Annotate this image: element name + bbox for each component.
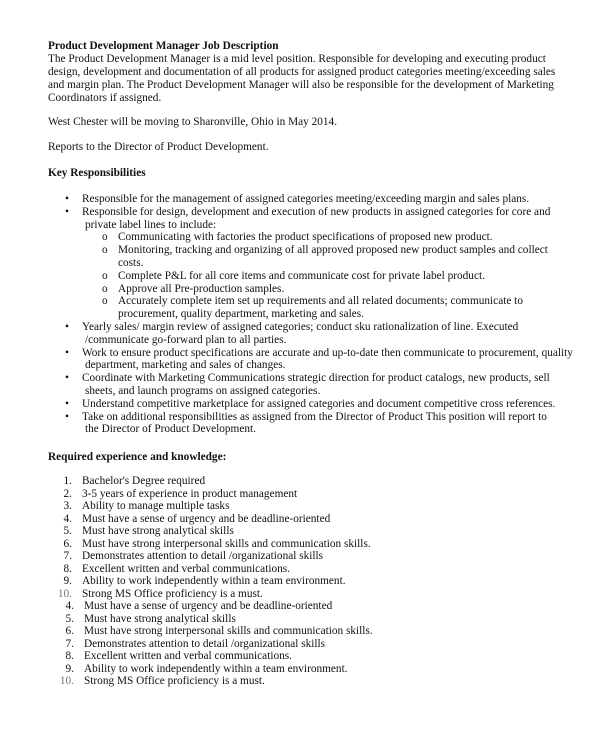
list-item-text: Responsible for design, development and execution of new products in assigned categories for core and (82, 205, 551, 218)
requirement-item (0, 475, 600, 488)
key-responsibilities-heading: Key Responsibilities (48, 167, 146, 179)
bullet-icon: • (65, 410, 69, 423)
list-item-text: Understand competitive marketplace for assigned categories and document competitive cross references. (82, 397, 556, 410)
requirement-text: Must have strong analytical skills (82, 525, 234, 537)
list-item (0, 321, 600, 334)
requirement-text: Must have strong interpersonal skills and communication skills. (84, 625, 373, 637)
list-item (0, 206, 600, 219)
list-item-text: procurement, quality department, marketing and sales. (118, 308, 364, 321)
requirement-item (0, 563, 600, 576)
list-number: 8. (65, 650, 74, 662)
requirement-item (0, 625, 600, 638)
requirement-item (0, 525, 600, 538)
list-item-text: private label lines to include: (85, 218, 217, 231)
intro-section (48, 40, 555, 105)
requirement-item (0, 575, 600, 588)
requirement-text: Must have strong analytical skills (84, 612, 236, 625)
list-number: 7. (63, 550, 72, 562)
sub-bullet-icon: o (102, 295, 108, 308)
requirements-list (0, 475, 600, 688)
list-item-text: sheets, and launch programs on assigned categories. (85, 384, 321, 397)
requirement-text: Ability to work independently within a team environment. (84, 662, 348, 675)
list-item (0, 398, 600, 411)
list-item-text: Work to ensure product specifications are accurate and up-to-date then communicate to procurement, quality (82, 346, 573, 359)
list-item-text: costs. (118, 256, 144, 269)
list-item-text: Coordinate with Marketing Communications strategic direction for product catalogs, new products, sell (82, 372, 550, 385)
requirement-item (0, 650, 600, 663)
responsibilities-list (0, 193, 600, 436)
requirement-item (0, 500, 600, 513)
required-experience-heading: Required experience and knowledge: (48, 451, 227, 463)
requirement-item (0, 588, 600, 601)
list-item-text: Take on additional responsibilities as assigned from the Director of Product This position will report to (82, 410, 547, 423)
list-item-text: Monitoring, tracking and organizing of all approved proposed new product samples and collect (118, 244, 548, 257)
list-item (0, 347, 600, 360)
bullet-icon: • (65, 320, 69, 333)
list-number: 5. (63, 525, 72, 537)
list-number: 7. (65, 637, 74, 650)
relocation-text: West Chester will be moving to Sharonville, Ohio in May 2014. (48, 116, 338, 128)
requirement-item (0, 600, 600, 613)
list-number: 9. (65, 662, 74, 675)
list-item (0, 334, 600, 347)
requirement-item (0, 675, 600, 688)
list-number: 10. (57, 587, 72, 600)
list-item (0, 359, 600, 372)
requirement-item (0, 488, 600, 501)
requirement-item (0, 538, 600, 551)
list-item (0, 372, 600, 385)
requirement-item (0, 613, 600, 626)
requirement-text: Strong MS Office proficiency is a must. (82, 587, 263, 600)
intro-line: The Product Development Manager is a mid level position. Responsible for developing and executing product (48, 53, 546, 65)
requirement-item (0, 638, 600, 651)
sub-list-item (0, 270, 600, 283)
requirement-text: Excellent written and verbal communications. (82, 562, 290, 575)
list-number: 10. (59, 675, 74, 687)
intro-line: design, development and documentation of all products for assigned product categories meeting/exceeding sales (48, 66, 556, 78)
list-item (0, 385, 600, 398)
list-item-text: Complete P&L for all core items and communicate cost for private label product. (118, 269, 485, 282)
bullet-icon: • (65, 346, 69, 359)
requirement-text: Bachelor's Degree required (82, 475, 206, 487)
requirement-item (0, 513, 600, 526)
bullet-icon: • (65, 193, 69, 205)
list-item-text: Approve all Pre-production samples. (118, 282, 285, 295)
intro-line: Coordinators if assigned. (48, 92, 162, 104)
requirement-text: Demonstrates attention to detail /organizational skills (82, 550, 324, 562)
sub-list-item (0, 257, 600, 270)
reports-to-text: Reports to the Director of Product Development. (48, 141, 269, 153)
sub-list-item (0, 244, 600, 257)
list-item-text: Yearly sales/ margin review of assigned categories; conduct sku rationalization of line. Executed (82, 320, 519, 333)
sub-bullet-icon: o (102, 231, 108, 244)
list-number: 6. (65, 625, 74, 637)
list-number: 9. (63, 575, 72, 587)
list-item (0, 219, 600, 232)
bullet-icon: • (65, 397, 69, 410)
list-item-text: Responsible for the management of assigned categories meeting/exceeding margin and sales plans. (82, 193, 530, 205)
list-number: 2. (63, 487, 72, 500)
list-number: 4. (65, 600, 74, 612)
list-item-text: Communicating with factories the product specifications of proposed new product. (118, 231, 493, 244)
list-number: 5. (65, 612, 74, 625)
list-item-text: /communicate go-forward plan to all parties. (85, 333, 287, 346)
intro-line: and margin plan. The Product Development Manager will also be responsible for the development of Marketing (48, 79, 554, 91)
list-number: 8. (63, 562, 72, 575)
sub-bullet-icon: o (102, 269, 108, 282)
list-number: 6. (63, 537, 72, 550)
list-item-text: Accurately complete item set up requirements and all related documents; communicate to (118, 295, 523, 308)
page-title: Product Development Manager Job Description (48, 40, 279, 52)
sub-bullet-icon: o (102, 244, 108, 257)
list-item (0, 193, 600, 206)
requirement-item (0, 663, 600, 676)
requirement-text: Demonstrates attention to detail /organizational skills (84, 637, 326, 650)
requirement-item (0, 550, 600, 563)
sub-list-item (0, 295, 600, 308)
list-item (0, 423, 600, 436)
requirement-text: 3-5 years of experience in product management (82, 487, 298, 500)
requirement-text: Must have strong interpersonal skills and communication skills. (82, 537, 371, 550)
sub-list-item (0, 283, 600, 296)
sub-bullet-icon: o (102, 282, 108, 295)
requirement-text: Must have a sense of urgency and be deadline-oriented (82, 512, 331, 525)
bullet-icon: • (65, 205, 69, 218)
list-number: 1. (63, 475, 72, 487)
sub-list-item (0, 231, 600, 244)
list-number: 3. (63, 500, 72, 512)
sub-list-item (0, 308, 600, 321)
list-item-text: department, marketing and sales of changes. (85, 359, 286, 372)
requirement-text: Ability to manage multiple tasks (82, 500, 230, 512)
requirement-text: Must have a sense of urgency and be deadline-oriented (84, 600, 333, 612)
list-item (0, 411, 600, 424)
list-item-text: the Director of Product Development. (85, 423, 256, 436)
requirement-text: Strong MS Office proficiency is a must. (84, 675, 265, 687)
requirement-text: Ability to work independently within a team environment. (82, 575, 346, 587)
bullet-icon: • (65, 372, 69, 385)
list-number: 4. (63, 512, 72, 525)
requirement-text: Excellent written and verbal communications. (84, 650, 292, 662)
